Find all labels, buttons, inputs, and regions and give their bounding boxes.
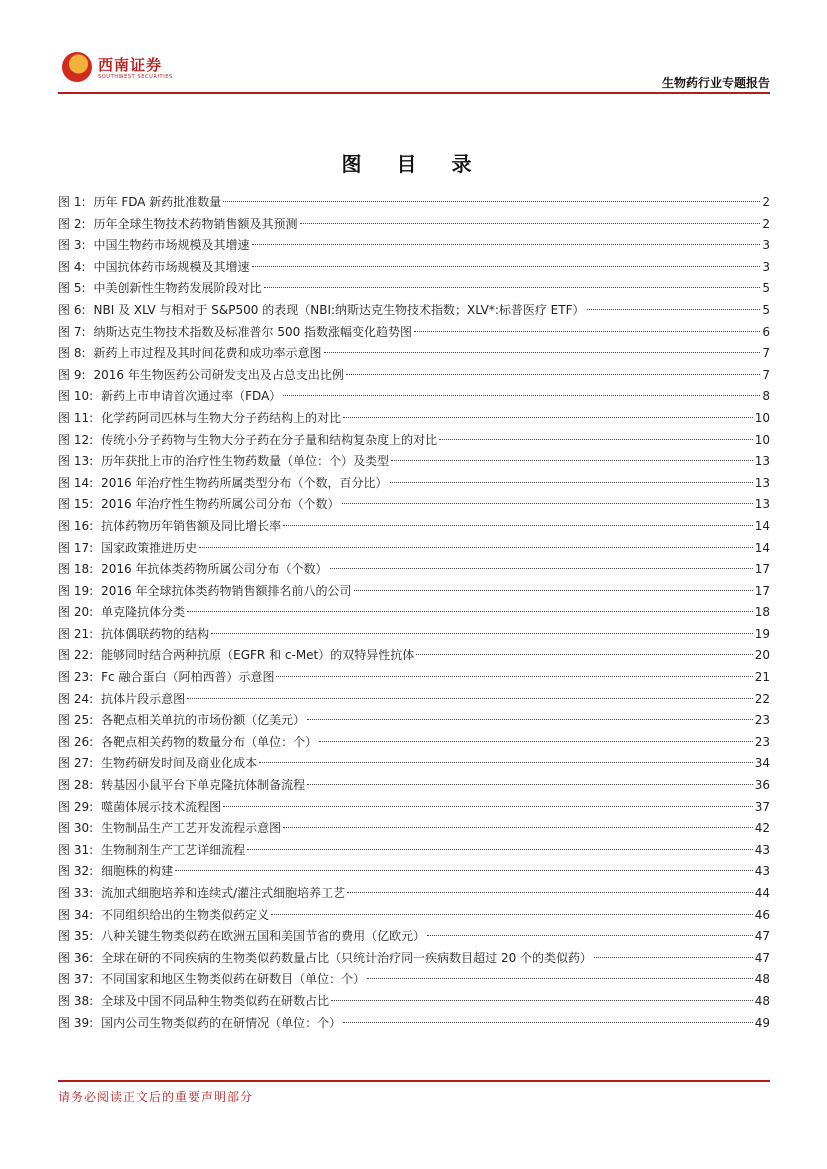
toc-entry-number: 图 15: [58, 497, 94, 512]
toc-entry-number: 图 23: [58, 670, 94, 685]
toc-entry-page: 10 [754, 432, 770, 447]
toc-entry-leader [330, 568, 753, 569]
toc-entry-title: 噬菌体展示技术流程图 [101, 799, 222, 814]
toc-entry-page: 7 [762, 346, 770, 361]
toc-entry-page: 21 [754, 670, 770, 685]
company-logo [58, 48, 198, 88]
toc-entry-leader [276, 676, 752, 677]
toc-entry-number: 图 8: [58, 346, 86, 361]
toc-entry[interactable] [58, 343, 770, 365]
toc-entry-number: 图 36: [58, 950, 94, 965]
toc-entry-title: 不同组织给出的生物类似药定义 [101, 907, 270, 922]
toc-entry-title: 2016 年生物医药公司研发支出及占总支出比例 [93, 367, 344, 382]
toc-entry[interactable] [58, 624, 770, 646]
toc-entry-page: 5 [762, 281, 770, 296]
toc-entry[interactable] [58, 278, 770, 300]
toc-entry-number: 图 6: [58, 302, 86, 317]
toc-entry[interactable] [58, 797, 770, 819]
toc-entry-leader [283, 525, 753, 526]
toc-entry-leader [283, 827, 753, 828]
toc-entry-number: 图 34: [58, 907, 94, 922]
toc-entry-number: 图 14: [58, 475, 94, 490]
toc-entry-page: 37 [754, 799, 770, 814]
toc-entry-leader [343, 417, 753, 418]
toc-entry[interactable] [58, 408, 770, 430]
toc-entry[interactable] [58, 710, 770, 732]
logo-company-name-en: SOUTHWEST SECURITIES [98, 74, 173, 80]
toc-entry-number: 图 18: [58, 562, 94, 577]
toc-entry-page: 48 [754, 972, 770, 987]
toc-entry-title: 生物制剂生产工艺详细流程 [101, 842, 246, 857]
toc-entry-leader [427, 935, 753, 936]
toc-entry-leader [187, 698, 753, 699]
toc-entry-number: 图 19: [58, 583, 94, 598]
toc-entry-title: 各靶点相关单抗的市场份额（亿美元） [101, 713, 306, 728]
toc-entry-page: 43 [754, 842, 770, 857]
toc-entry-title: 抗体偶联药物的结构 [101, 626, 210, 641]
toc-entry-number: 图 20: [58, 605, 94, 620]
toc-entry-leader [319, 741, 753, 742]
toc-entry-title: 新药上市申请首次通过率（FDA） [101, 389, 282, 404]
toc-entry[interactable] [58, 300, 770, 322]
footer-disclaimer: 请务必阅读正文后的重要声明部分 [58, 1090, 254, 1104]
toc-entry-page: 43 [754, 864, 770, 879]
toc-entry-number: 图 35: [58, 929, 94, 944]
toc-entry-number: 图 24: [58, 691, 94, 706]
toc-entry-title: 国内公司生物类似药的在研情况（单位：个） [101, 1015, 342, 1030]
header-divider [58, 92, 770, 94]
toc-entry-page: 42 [754, 821, 770, 836]
toc-entry[interactable] [58, 516, 770, 538]
toc-entry-page: 44 [754, 886, 770, 900]
toc-entry-number: 图 21: [58, 626, 94, 641]
toc-entry-leader [252, 266, 761, 267]
toc-entry-leader [300, 223, 761, 224]
toc-entry-number: 图 39: [58, 1015, 94, 1030]
toc-entry-title: Fc 融合蛋白（阿柏西普）示意图 [101, 670, 275, 685]
toc-entry-page: 2 [762, 216, 770, 231]
toc-entry-page: 6 [762, 324, 770, 339]
toc-entry-title: 转基因小鼠平台下单克隆抗体制备流程 [101, 778, 306, 793]
toc-entry[interactable] [58, 689, 770, 711]
toc-entry-title: 中国生物药市场规模及其增速 [93, 238, 250, 253]
toc-entry-title: 全球在研的不同疾病的生物类似药数量占比（只统计治疗同一疾病数目超过 20 个的类似药） [101, 950, 593, 965]
toc-entry-number: 图 5: [58, 281, 86, 296]
toc-entry-leader [587, 309, 761, 310]
toc-entry-title: 2016 年治疗性生物药所属公司分布（个数） [101, 497, 340, 512]
toc-entry[interactable] [58, 192, 770, 214]
figure-table-of-contents [58, 192, 770, 1034]
toc-entry-leader [252, 244, 761, 245]
toc-entry-number: 图 22: [58, 648, 94, 663]
toc-entry-number: 图 32: [58, 864, 94, 879]
toc-entry-leader [390, 482, 753, 483]
toc-entry-leader [347, 892, 753, 893]
toc-entry[interactable] [58, 775, 770, 797]
toc-entry[interactable] [58, 602, 770, 624]
page-title: 图 目 录 [341, 152, 486, 176]
toc-entry-leader [247, 849, 753, 850]
toc-entry-number: 图 9: [58, 367, 86, 382]
toc-entry-number: 图 33: [58, 886, 94, 900]
toc-entry[interactable] [58, 235, 770, 257]
toc-entry[interactable] [58, 926, 770, 948]
toc-entry[interactable] [58, 365, 770, 387]
toc-entry-page: 8 [762, 389, 770, 404]
toc-entry-number: 图 16: [58, 518, 94, 533]
toc-entry[interactable] [58, 840, 770, 862]
toc-entry-page: 13 [754, 497, 770, 512]
toc-entry-leader [416, 654, 752, 655]
toc-entry-leader [271, 914, 753, 915]
toc-entry-page: 46 [754, 907, 770, 922]
toc-entry-page: 17 [754, 562, 770, 577]
toc-entry-title: 历年全球生物技术药物销售额及其预测 [93, 216, 298, 231]
toc-entry-title: 全球及中国不同品种生物类似药在研数占比 [101, 993, 330, 1008]
toc-entry[interactable] [58, 322, 770, 344]
toc-entry-leader [342, 503, 753, 504]
footer-divider [58, 1080, 770, 1082]
toc-entry-title: 八种关键生物类似药在欧洲五国和美国节省的费用（亿欧元） [101, 929, 426, 944]
toc-entry-leader [331, 1000, 753, 1001]
toc-entry-title: 各靶点相关药物的数量分布（单位：个） [101, 734, 318, 749]
toc-entry-number: 图 4: [58, 259, 86, 274]
toc-entry-title: 传统小分子药物与生物大分子药在分子量和结构复杂度上的对比 [101, 432, 438, 447]
toc-entry-number: 图 31: [58, 842, 94, 857]
toc-entry[interactable] [58, 861, 770, 883]
toc-entry-number: 图 13: [58, 454, 94, 469]
toc-entry-number: 图 7: [58, 324, 86, 339]
toc-entry[interactable] [58, 991, 770, 1013]
toc-entry-leader [223, 806, 753, 807]
toc-entry-number: 图 25: [58, 713, 94, 728]
toc-entry-leader [223, 201, 760, 202]
toc-entry-title: 中国抗体药市场规模及其增速 [93, 259, 250, 274]
toc-entry-title: 2016 年抗体类药物所属公司分布（个数） [101, 562, 328, 577]
toc-entry-page: 14 [754, 518, 770, 533]
toc-entry[interactable] [58, 473, 770, 495]
toc-entry-leader [307, 719, 753, 720]
toc-entry-page: 13 [754, 454, 770, 469]
toc-entry-title: 历年获批上市的治疗性生物药数量（单位：个）及类型 [101, 454, 390, 469]
toc-entry-number: 图 27: [58, 756, 94, 771]
toc-entry-leader [354, 590, 753, 591]
toc-entry-page: 5 [762, 302, 770, 317]
toc-entry-leader [211, 633, 753, 634]
toc-entry[interactable] [58, 969, 770, 991]
toc-entry-title: 能够同时结合两种抗原（EGFR 和 c-Met）的双特异性抗体 [101, 648, 415, 663]
toc-entry[interactable] [58, 905, 770, 927]
toc-entry-title: 化学药阿司匹林与生物大分子药结构上的对比 [101, 410, 342, 425]
toc-entry-leader [175, 870, 753, 871]
toc-entry-leader [594, 957, 753, 958]
toc-entry-title: 单克隆抗体分类 [101, 605, 186, 620]
toc-entry-number: 图 26: [58, 734, 94, 749]
toc-entry-page: 23 [754, 713, 770, 728]
toc-entry[interactable] [58, 883, 770, 905]
toc-entry-title: 中美创新性生物药发展阶段对比 [93, 281, 262, 296]
logo-company-name: 西南证券 [98, 56, 163, 74]
toc-entry-number: 图 11: [58, 410, 94, 425]
toc-entry-title: 2016 年全球抗体类药物销售额排名前八的公司 [101, 583, 352, 598]
toc-entry-leader [199, 547, 753, 548]
toc-entry-page: 17 [754, 583, 770, 598]
toc-entry-title: NBI 及 XLV 与相对于 S&P500 的表现（NBI:纳斯达克生物技术指数；XLV*:标普医疗 ETF） [93, 302, 585, 317]
toc-entry-title: 新药上市过程及其时间花费和成功率示意图 [93, 346, 322, 361]
toc-entry-title: 历年 FDA 新药批准数量 [93, 195, 222, 209]
toc-entry-leader [283, 395, 760, 396]
toc-entry[interactable] [58, 753, 770, 775]
toc-entry-page: 22 [754, 691, 770, 706]
toc-entry-page: 18 [754, 605, 770, 620]
toc-entry-title: 生物制品生产工艺开发流程示意图 [101, 821, 282, 836]
toc-entry-leader [259, 762, 753, 763]
toc-entry-leader [414, 331, 760, 332]
toc-entry-number: 图 3: [58, 238, 86, 253]
toc-entry-leader [367, 978, 753, 979]
toc-entry-number: 图 1: [58, 195, 86, 209]
toc-entry-page: 34 [754, 756, 770, 771]
toc-entry-title: 不同国家和地区生物类似药在研数目（单位：个） [101, 972, 366, 987]
toc-entry[interactable] [58, 667, 770, 689]
toc-entry[interactable] [58, 645, 770, 667]
toc-entry-page: 36 [754, 778, 770, 793]
toc-entry-number: 图 10: [58, 389, 94, 404]
toc-entry-page: 10 [754, 410, 770, 425]
toc-entry[interactable] [58, 257, 770, 279]
toc-entry-leader [264, 287, 761, 288]
toc-entry[interactable] [58, 948, 770, 970]
toc-entry[interactable] [58, 581, 770, 603]
toc-entry[interactable] [58, 494, 770, 516]
toc-entry-page: 3 [762, 238, 770, 253]
report-type: 生物药行业专题报告 [661, 76, 770, 90]
toc-entry-page: 2 [762, 195, 770, 209]
toc-entry[interactable] [58, 214, 770, 236]
logo-emblem-icon [62, 52, 92, 82]
toc-entry-page: 48 [754, 993, 770, 1008]
toc-entry-leader [391, 460, 753, 461]
toc-entry-title: 流加式细胞培养和连续式/灌注式细胞培养工艺 [101, 886, 346, 900]
toc-entry-page: 20 [754, 648, 770, 663]
toc-entry-number: 图 17: [58, 540, 94, 555]
toc-entry-number: 图 28: [58, 778, 94, 793]
toc-entry[interactable] [58, 451, 770, 473]
toc-entry-number: 图 30: [58, 821, 94, 836]
toc-entry[interactable] [58, 818, 770, 840]
toc-entry-number: 图 2: [58, 216, 86, 231]
toc-entry-title: 抗体药物历年销售额及同比增长率 [101, 518, 282, 533]
toc-entry[interactable] [58, 1013, 770, 1035]
toc-entry-title: 国家政策推进历史 [101, 540, 198, 555]
toc-entry-page: 47 [754, 950, 770, 965]
toc-entry[interactable] [58, 430, 770, 452]
toc-entry-page: 23 [754, 734, 770, 749]
toc-entry[interactable] [58, 732, 770, 754]
toc-entry[interactable] [58, 538, 770, 560]
toc-entry-title: 纳斯达克生物技术指数及标准普尔 500 指数涨幅变化趋势图 [93, 324, 413, 339]
toc-entry-title: 生物药研发时间及商业化成本 [101, 756, 258, 771]
toc-entry-title: 抗体片段示意图 [101, 691, 186, 706]
toc-entry-title: 2016 年治疗性生物药所属类型分布（个数，百分比） [101, 475, 388, 490]
toc-entry-leader [346, 374, 761, 375]
toc-entry-page: 13 [754, 475, 770, 490]
toc-entry-number: 图 37: [58, 972, 94, 987]
toc-entry[interactable] [58, 559, 770, 581]
toc-entry-number: 图 38: [58, 993, 94, 1008]
toc-entry-page: 3 [762, 259, 770, 274]
toc-entry-leader [324, 352, 761, 353]
toc-entry-number: 图 12: [58, 432, 94, 447]
toc-entry-title: 细胞株的构建 [101, 864, 174, 879]
toc-entry-number: 图 29: [58, 799, 94, 814]
toc-entry-page: 14 [754, 540, 770, 555]
toc-entry-leader [439, 439, 753, 440]
toc-entry-page: 49 [754, 1015, 770, 1030]
page-header [58, 48, 770, 92]
toc-entry[interactable] [58, 386, 770, 408]
toc-entry-page: 7 [762, 367, 770, 382]
toc-entry-leader [187, 611, 753, 612]
toc-entry-leader [343, 1022, 753, 1023]
toc-entry-leader [307, 784, 753, 785]
toc-entry-page: 19 [754, 626, 770, 641]
toc-entry-page: 47 [754, 929, 770, 944]
